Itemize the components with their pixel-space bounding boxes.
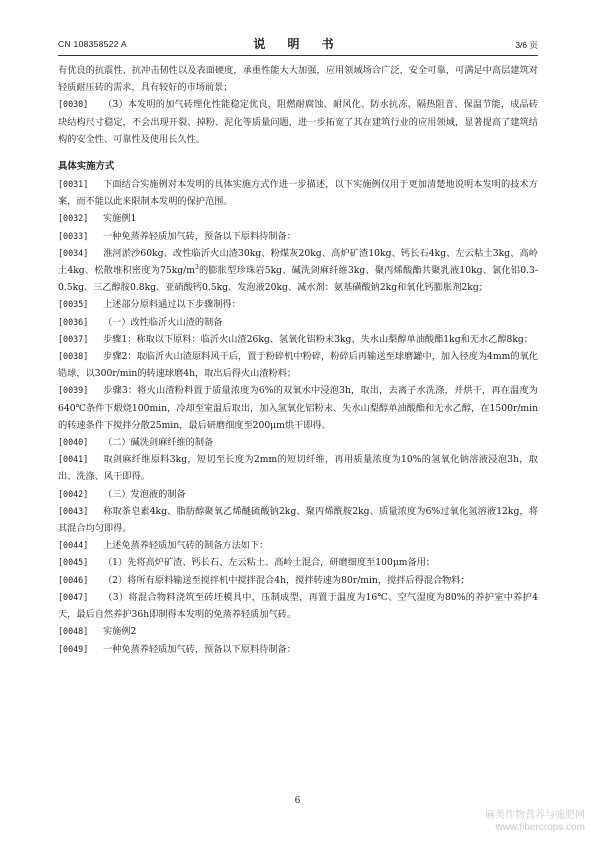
paragraph-0038 — [58, 348, 538, 382]
paragraph-0036 — [58, 314, 538, 331]
paragraph-number: [0044] — [58, 540, 89, 551]
paragraph-0037 — [58, 331, 538, 348]
paragraph-text: 有优良的抗震性、抗冲击韧性以及表面硬度，承重性能大大加强，应用领域场合广泛，安全可靠，可满足中高层建筑对轻质耐压砖的需求，具有较好的市场前景； — [58, 65, 538, 94]
header-rule — [58, 55, 538, 56]
paragraph-0049 — [58, 641, 538, 658]
paragraph-text: 步骤2：取临沂火山渣原料风干后，置于粉碎机中粉碎，粉碎后再输送至球磨罐中，加入径度为4mm的氧化锆球，以300r/min的转速球磨4h，取出后得火山渣粉料； — [58, 351, 538, 380]
paragraph-number: [0047] — [58, 591, 89, 602]
paragraph-text: 上述部分原料通过以下步骤制得： — [103, 299, 241, 311]
paragraph-number: [0043] — [58, 505, 89, 516]
paragraph-0047 — [58, 589, 538, 623]
paragraph-text: （3）本发明的加气砖理化性能稳定优良，阻燃耐腐蚀、耐风化、防水抗冻、隔热阻音、保温节能，成品砖块结构尺寸稳定，不会出现开裂、掉粉、泥化等质量问题，进一步拓宽了其在建筑行业的应用领域，显著提高了建筑结构的安全性、可靠性及使用长久性。 — [58, 99, 538, 145]
paragraph-number: [0048] — [58, 626, 89, 637]
paragraph-number: [0037] — [58, 333, 89, 344]
document-title: 说 明 书 — [253, 37, 343, 51]
paragraph-number: [0049] — [58, 643, 89, 654]
paragraph-0040 — [58, 434, 538, 451]
paragraph-number: [0033] — [58, 230, 89, 241]
watermark-line-1: 麻类作物营养与施肥网 — [485, 810, 585, 821]
paragraph-text: 实施例1 — [103, 213, 137, 225]
paragraph-number: [0034] — [58, 247, 89, 258]
paragraph-number: [0040] — [58, 437, 89, 448]
paragraph-text: 一种免蒸养轻质加气砖，预备以下原料待制备： — [103, 643, 296, 655]
paragraph-text: 实施例2 — [103, 626, 137, 638]
paragraph-number: [0045] — [58, 557, 89, 568]
superscript: 3 — [194, 263, 199, 271]
paragraph-number: [0039] — [58, 385, 89, 396]
paragraph-0043 — [58, 503, 538, 537]
paragraph-number: [0041] — [58, 454, 89, 465]
paragraph-0042 — [58, 486, 538, 503]
paragraph-0044 — [58, 537, 538, 554]
paragraph-text: （二）碱洗剑麻纤维的制备 — [103, 437, 214, 449]
paragraph-number: [0036] — [58, 316, 89, 327]
paragraph-0039 — [58, 382, 538, 434]
paragraph-text: 取剑麻纤维原料3kg，短切至长度为2mm的短切纤维，再用质量浓度为10%的氢氧化钠溶液浸泡3h，取出、洗涤、风干即得。 — [58, 454, 538, 483]
paragraph-number: [0042] — [58, 488, 89, 499]
paragraph-number: [0030] — [58, 99, 89, 110]
page-indicator: 3/6 页 — [515, 40, 538, 50]
paragraph-text: （一）改性临沂火山渣的制备 — [103, 316, 223, 328]
paragraph-0045 — [58, 554, 538, 571]
paragraph-text: 上述免蒸养轻质加气砖的制备方法如下： — [103, 540, 269, 552]
paragraph-text: 步骤3：将火山渣粉料置于质量浓度为6%的双氧水中浸泡3h，取出，去离子水洗涤，并烘干，再在温度为640℃条件下煅烧100min，冷却至室温后取出，加入氢氧化铝粉末、失水山梨醇单油酸酯和无水乙醇，在1500r/min的转速条件下搅拌分散25min，最后研磨细度至200μm烘干即得。 — [58, 385, 538, 431]
paragraph-number: [0046] — [58, 574, 89, 585]
paragraph-0032 — [58, 210, 538, 227]
section-heading: 具体实施方式 — [58, 161, 115, 173]
paragraph-0046 — [58, 572, 538, 589]
watermark — [485, 810, 585, 834]
paragraph-text: （1）先将高炉矿渣、钙长石、左云粘土、高岭土混合，研磨细度至100μm备用； — [103, 557, 436, 569]
paragraph-continued — [58, 62, 538, 96]
paragraph-text: （3）将混合物料浇筑至砖坯模具中，压制成型，再置于温度为16℃、空气湿度为80%的养护室中养护4天，最后自然养护36h即制得本发明的免蒸养轻质加气砖。 — [58, 591, 538, 621]
page-header — [58, 36, 538, 52]
paragraph-text: 称取茶皂素4kg、脂肪醇聚氧乙烯醚硫酸钠2kg、聚丙烯酰胺2kg、质量浓度为6%过氧化氢溶液12kg，将其混合均匀即得。 — [58, 505, 538, 535]
paragraph-0034 — [58, 245, 538, 297]
paragraph-0041 — [58, 451, 538, 485]
watermark-line-2: www.fibercrops.com — [495, 822, 585, 833]
paragraph-number: [0032] — [58, 213, 89, 224]
paragraph-text: 淮河淤沙60kg、改性临沂火山渣30kg、粉煤灰20kg、高炉矿渣10kg、钙长石4kg、左云粘土3kg、高岭土4kg、松散堆积密度为75kg/m — [58, 247, 538, 277]
paragraph-0030 — [58, 96, 538, 148]
page-number: 6 — [294, 796, 301, 806]
document-body — [58, 62, 538, 658]
paragraph-0033 — [58, 228, 538, 245]
paragraph-text: 下面结合实施例对本发明的具体实施方式作进一步描述，以下实施例仅用于更加清楚地说明本发明的技术方案，而不能以此来限制本发明的保护范围。 — [58, 179, 538, 208]
paragraph-number: [0038] — [58, 351, 89, 362]
paragraph-text: （三）发泡液的制备 — [103, 488, 186, 500]
paragraph-0048 — [58, 623, 538, 640]
paragraph-0035 — [58, 296, 538, 313]
paragraph-text-cont: 的膨胀型珍珠岩5kg、碱洗剑麻纤维3kg、聚丙烯酸酯共聚乳液10kg、氯化铝0.3-0.5kg、三乙醇胺0.8kg、亚硝酸钙0.5kg、发泡液20kg、减水剂：氨基磺酸钠2kg和氧化钙膨胀剂2kg； — [58, 265, 538, 294]
paragraph-number: [0031] — [58, 179, 89, 190]
paragraph-text: 一种免蒸养轻质加气砖，预备以下原料待制备： — [103, 230, 296, 242]
publication-number: CN 108358522 A — [58, 39, 127, 49]
paragraph-text: 步骤1：称取以下原料：临沂火山渣26kg、氢氧化铝粉末3kg、失水山梨醇单油酸酯1kg和无水乙醇8kg； — [103, 333, 533, 345]
paragraph-number: [0035] — [58, 299, 89, 310]
paragraph-text: （2）将所有原料输送至搅拌机中搅拌混合4h，搅拌转速为80r/min，搅拌后得混合物料； — [103, 574, 470, 586]
paragraph-0031 — [58, 176, 538, 210]
